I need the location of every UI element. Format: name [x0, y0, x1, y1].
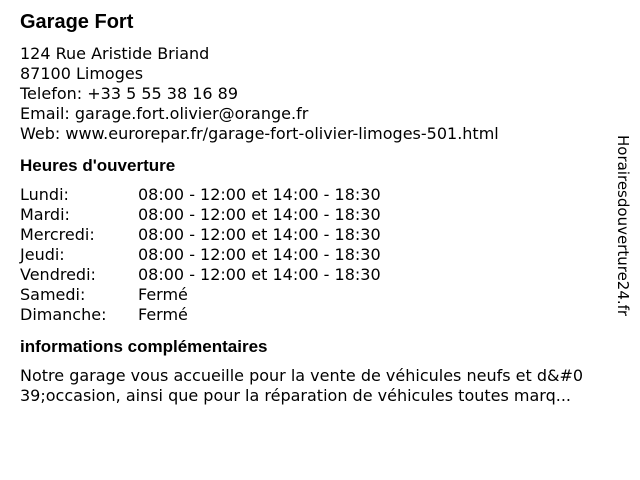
day-hours: 08:00 - 12:00 et 14:00 - 18:30	[138, 185, 381, 204]
day-hours: 08:00 - 12:00 et 14:00 - 18:30	[138, 265, 381, 284]
day-label: Samedi:	[20, 285, 86, 304]
hours-row-friday	[20, 265, 610, 285]
hours-row-wednesday	[20, 225, 610, 245]
address-line-1: 124 Rue Aristide Briand	[20, 44, 210, 63]
day-label: Dimanche:	[20, 305, 107, 324]
email-line: Email: garage.fort.olivier@orange.fr	[20, 104, 309, 123]
hours-row-sunday	[20, 305, 610, 325]
day-label: Mardi:	[20, 205, 70, 224]
description-line-2: 39;occasion, ainsi que pour la réparation de véhicules toutes marq...	[20, 386, 572, 405]
opening-hours-heading: Heures d'ouverture	[20, 156, 176, 175]
business-card	[20, 10, 610, 406]
day-hours: Fermé	[138, 285, 188, 304]
hours-row-monday	[20, 185, 610, 205]
address-line-2: 87100 Limoges	[20, 64, 144, 83]
day-hours: Fermé	[138, 305, 188, 324]
day-hours: 08:00 - 12:00 et 14:00 - 18:30	[138, 205, 381, 224]
day-hours: 08:00 - 12:00 et 14:00 - 18:30	[138, 225, 381, 244]
day-label: Mercredi:	[20, 225, 95, 244]
opening-hours-list	[20, 185, 610, 325]
hours-row-tuesday	[20, 205, 610, 225]
site-watermark: Horairesdouverture24.fr	[614, 135, 632, 317]
day-label: Lundi:	[20, 185, 69, 204]
hours-row-saturday	[20, 285, 610, 305]
phone-line: Telefon: +33 5 55 38 16 89	[20, 84, 239, 103]
business-name: Garage Fort	[20, 11, 134, 33]
additional-info-heading: informations complémentaires	[20, 337, 268, 356]
day-label: Jeudi:	[20, 245, 65, 264]
hours-row-thursday	[20, 245, 610, 265]
web-line: Web: www.eurorepar.fr/garage-fort-olivier-limoges-501.html	[20, 124, 499, 143]
description-line-1: Notre garage vous accueille pour la vente de véhicules neufs et d&#0	[20, 366, 584, 385]
day-label: Vendredi:	[20, 265, 96, 284]
day-hours: 08:00 - 12:00 et 14:00 - 18:30	[138, 245, 381, 264]
